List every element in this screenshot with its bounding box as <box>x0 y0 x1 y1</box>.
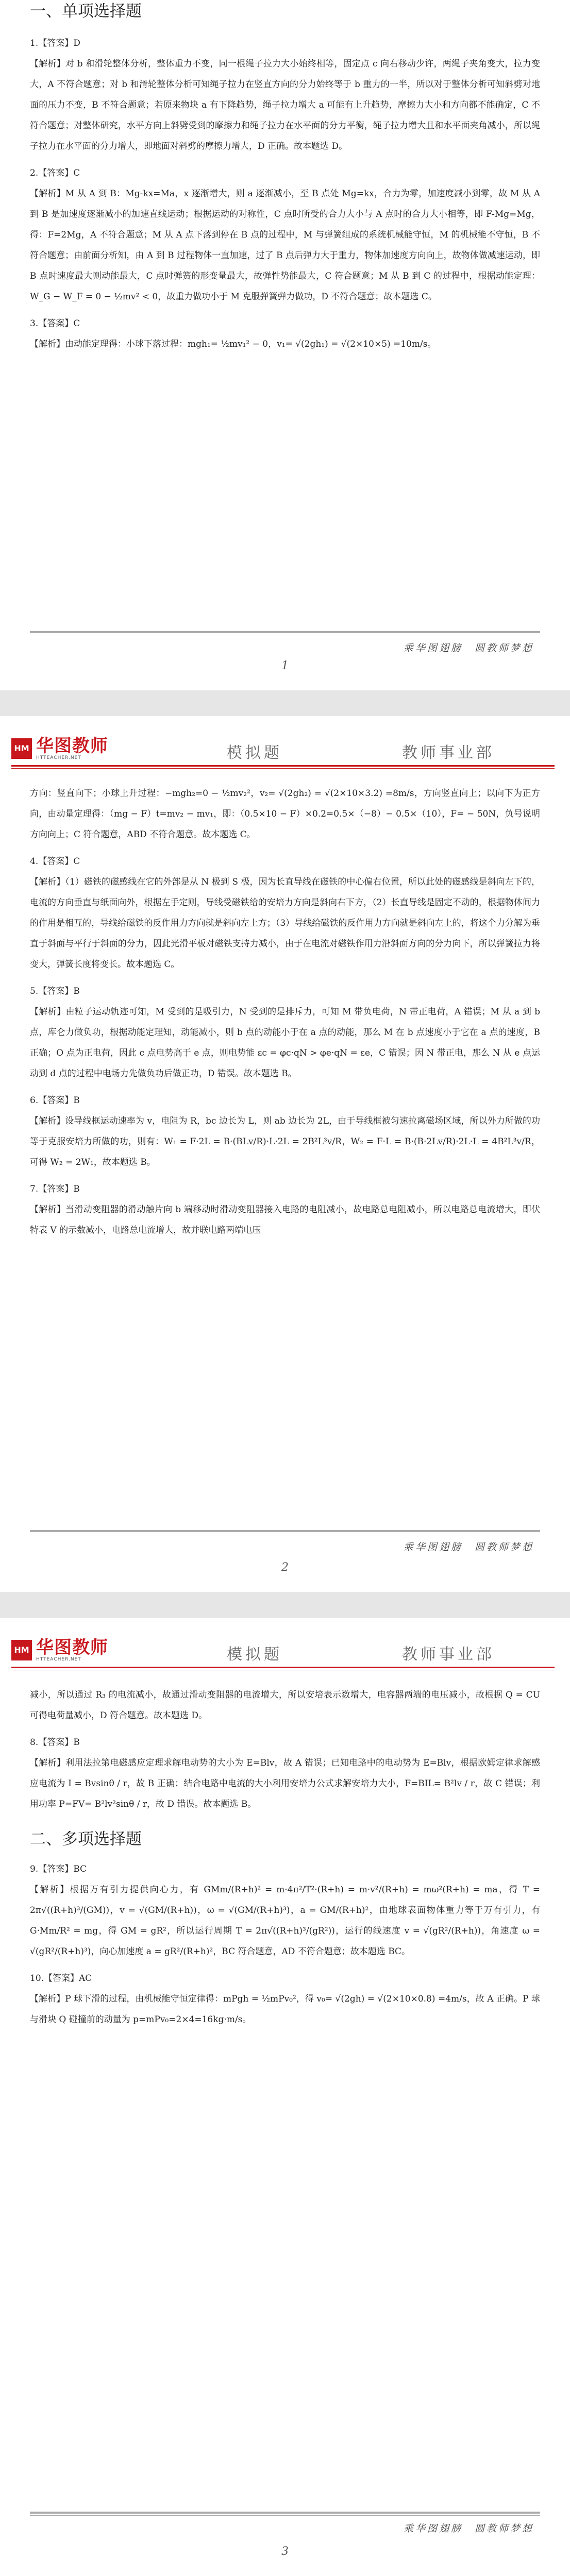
answer-8: 8.【答案】B <box>30 1737 80 1748</box>
document-page-2 <box>0 716 570 1592</box>
page-header <box>0 1618 570 1674</box>
header-center-title: 模拟题 <box>227 1646 282 1664</box>
header-center-title: 模拟题 <box>227 744 282 762</box>
answer-6: 6.【答案】B <box>30 1095 80 1106</box>
page-number: 1 <box>281 659 289 672</box>
header-right-title: 教师事业部 <box>402 1646 495 1664</box>
explanation-1: 【解析】对 b 和滑轮整体分析，整体重力不变，同一根绳子拉力大小始终相等，固定点 c 向右移动少许，两绳子夹角变大，拉力变大，A 不符合题意；对 b 和滑轮整体分析可知绳子拉力在竖直方向的分力始终等于 b 重力的一半，所以对于整体分析可知斜劈对地面的压力不变，B 不符合题意；若原来物块 a 有下降趋势，绳子拉力增大 a 可能有上升趋势，摩擦力大小和方向都不能确定，C 不符合题意；对整体研究，水平方向上斜劈受到的摩擦力和绳子拉力在水平面的分力平衡，绳子拉力增大且和水平面夹角减小，所以绳子拉力在水平面的分力增大，即地面对斜劈的摩擦力增大，D 正确。故本题选 D。 <box>30 59 540 151</box>
explanation-3: 【解析】由动能定理得：小球下落过程：mgh₁= ½mv₁² − 0，v₁= √(2gh₁) = √(2×10×5) =10m/s。 <box>30 339 437 349</box>
page-gap <box>0 1592 570 1618</box>
footer-slogan: 乘华图翅膀 圆教师梦想 <box>403 2523 534 2534</box>
page-header <box>0 716 570 773</box>
document-page-3 <box>0 1618 570 2576</box>
footer-divider <box>30 631 540 633</box>
answer-10: 10.【答案】AC <box>30 1973 92 1984</box>
header-divider-thin <box>11 768 555 769</box>
answer-9: 9.【答案】BC <box>30 1864 87 1874</box>
explanation-4: 【解析】（1）磁铁的磁感线在它的外部是从 N 极到 S 极，因为长直导线在磁铁的中心偏右位置，所以此处的磁感线是斜向左下的，电流的方向垂直与纸面向外，根据左手定则，导线受磁铁给的安培力方向是斜向右下方，（2）长直导线是固定不动的，根据物体间力的作用是相互的，导线给磁铁的反作用力方向就是斜向左上方；（3）导线给磁铁的反作用力方向就是斜向左上的，将这个力分解为垂直于斜面与平行于斜面的分力，因此光滑平板对磁铁支持力减小，由于在电流对磁铁作用力沿斜面方向的分力向下，所以弹簧拉力将变大，弹簧长度将变长。故本题选 C。 <box>30 877 540 970</box>
section-heading-single-choice: 一、单项选择题 <box>30 2 142 21</box>
footer-slogan: 乘华图翅膀 圆教师梦想 <box>403 1541 534 1553</box>
page-number: 3 <box>281 2545 289 2558</box>
footer-divider <box>30 1530 540 1532</box>
explanation-7-cont: 减小，所以通过 R₃ 的电流减小，故通过滑动变阻器的电流增大，所以安培表示数增大，电容器两端的电压减小，故根据 Q = CU 可得电荷量减小，D 符合题意。故本题选 D。 <box>30 1690 540 1721</box>
header-divider <box>11 765 555 767</box>
answer-3: 3.【答案】C <box>30 318 80 329</box>
footer-slogan: 乘华图翅膀 圆教师梦想 <box>403 642 534 654</box>
footer-divider-thin <box>30 2515 540 2516</box>
explanation-2: 【解析】M 从 A 到 B：Mg-kx=Ma，x 逐渐增大，则 a 逐渐减小，至 B 点处 Mg=kx，合力为零，加速度减小到零，故 M 从 A 到 B 是加速度逐渐减小的加速直线运动；根据运动的对称性，C 点时所受的合力大小与 A 点时的合力大小相等，即 F-Mg=Mg，得：F=2Mg，A 不符合题意；M 从 A 点下落到停在 B 点的过程中，M 与弹簧组成的系统机械能守恒，M 的机械能不守恒，B 不符合题意；由前面分析知，由 A 到 B 过程物体一直加速，过了 B 点后弹力大于重力，物体加速度方向向上，故物体做减速运动，即 B 点时速度最大则动能最大，C 点时弹簧的形变量最大，故弹性势能最大，C 符合题意；M 从 B 到 C 的过程中，根据动能定理：W_G − W_F = 0 − ½mv² < 0，故重力做功小于 M 克服弹簧弹力做功，D 不符合题意；故本题选 C。 <box>30 189 540 302</box>
section-heading-multiple-choice: 二、多项选择题 <box>30 1830 142 1849</box>
answer-7: 7.【答案】B <box>30 1184 80 1194</box>
logo-name: 华图教师 <box>36 736 108 756</box>
page-gap <box>0 690 570 716</box>
logo-en: HTTEACHER.NET <box>36 1657 81 1662</box>
explanation-5: 【解析】由粒子运动轨迹可知，M 受到的是吸引力，N 受到的是排斥力，可知 M 带负电荷，N 带正电荷，A 错误；M 从 a 到 b 点，库仑力做负功，根据动能定理知，动能减小，则 b 点的动能小于在 a 点的动能，那么 M 在 b 点速度小于它在 a 点的速度，B 正确；O 点为正电荷，因此 c 点电势高于 e 点，则电势能 εc = φc·qN > φe·qN = εe，C 错误；因 N 带正电，那么 N 从 e 点运动到 d 点的过程中电场力先做负功后做正功，D 错误。故本题选 B。 <box>30 1007 540 1079</box>
header-divider <box>11 1667 555 1668</box>
logo-name: 华图教师 <box>36 1637 108 1658</box>
huatu-logo <box>11 1638 108 1662</box>
explanation-10: 【解析】P 球下滑的过程，由机械能守恒定律得：mPgh = ½mPv₀²，得 v₀= √(2gh) = √(2×10×0.8) =4m/s，故 A 正确。P 球与滑块 Q 碰撞前的动量为 p=mPv₀=2×4=16kg·m/s。 <box>30 1994 540 2025</box>
answer-2: 2.【答案】C <box>30 168 80 178</box>
footer-divider <box>30 2512 540 2514</box>
document-page-1 <box>0 0 570 690</box>
explanation-6: 【解析】设导线框运动速率为 v，电阻为 R，bc 边长为 L，则 ab 边长为 2L，由于导线框被匀速拉离磁场区域，所以外力所做的功等于克服安培力所做的功，则有：W₁ = F·2L = B·(BLv/R)·L·2L = 2B²L³v/R，W₂ = F·L = B·(B·2Lv/R)·2L·L = 4B²L³v/R，可得 W₂ = 2W₁，故本题选 B。 <box>30 1116 540 1167</box>
logo-mark-icon: HM <box>11 738 32 759</box>
answer-5: 5.【答案】B <box>30 986 80 996</box>
explanation-7: 【解析】当滑动变阻器的滑动触片向 b 端移动时滑动变阻器接入电路的电阻减小，故电路总电阻减小，所以电路总电流增大，即伏特表 V 的示数减小，电路总电流增大，故并联电路两端电压 <box>30 1205 540 1235</box>
explanation-3-cont: 方向：竖直向下；小球上升过程：−mgh₂=0 − ½mv₂²，v₂= √(2gh₂) = √(2×10×3.2) =8m/s，方向竖直向上；以向下为正方向，由动量定理得：（mg − F）t=mv₂ − mv₁，即：（0.5×10 − F）×0.2=0.5×（−8）− 0.5×（10），F= − 50N，负号说明方向向上；C 符合题意，ABD 不符合题意。故本题选 C。 <box>30 788 540 840</box>
explanation-9: 【解析】根据万有引力提供向心力，有 GMm/(R+h)² = m·4π²/T²·(R+h) = m·v²/(R+h) = mω²(R+h) = ma，得 T = 2π√((R+h)³/(GM))，v = √(GM/(R+h))，ω = √(GM/(R+h)³)，a = GM/(R+h)²，由地球表面物体重力等于万有引力，有 G·Mm/R² = mg，得 GM = gR²，所以运行周期 T = 2π√((R+h)³/(gR²))，运行的线速度 v = √(gR²/(R+h))，角速度 ω = √(gR²/(R+h)³)，向心加速度 a = gR²/(R+h)²，BC 符合题意，AD 不符合题意；故本题选 BC。 <box>30 1885 540 1957</box>
answer-4: 4.【答案】C <box>30 856 80 867</box>
answer-1: 1.【答案】D <box>30 38 80 48</box>
header-right-title: 教师事业部 <box>402 744 495 762</box>
logo-mark-icon: HM <box>11 1640 32 1660</box>
explanation-8: 【解析】利用法拉第电磁感应定理求解电动势的大小为 E=Blv，故 A 错误；已知电路中的电动势为 E=Blv，根据欧姆定律求解感应电流为 I = Bvsinθ / r，故 B 正确；结合电路中电流的大小利用安培力公式求解安培力大小，F=BIL= B²lv / r，故 C 错误；利用功率 P=FV= B²lv²sinθ / r，故 D 错误。故本题选 B。 <box>30 1758 540 1809</box>
huatu-logo <box>11 737 108 760</box>
logo-en: HTTEACHER.NET <box>36 755 81 760</box>
page-number: 2 <box>281 1561 289 1574</box>
